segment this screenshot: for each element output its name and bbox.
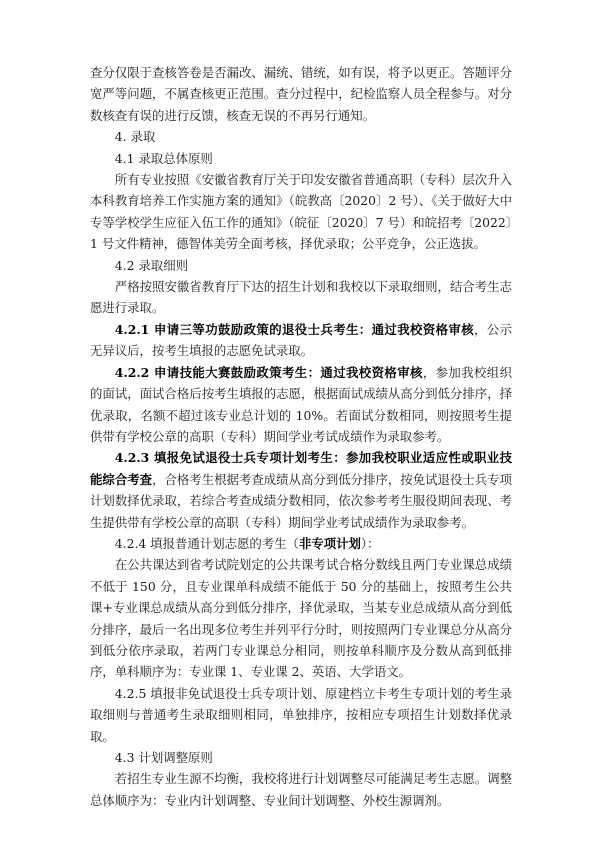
paragraph-p3 bbox=[90, 148, 512, 169]
bold-text: 4.2.2 申请技能大赛鼓励政策考生：通过我校资格审核 bbox=[114, 364, 423, 380]
text-run: 4.2 录取细则 bbox=[114, 257, 189, 273]
text-run: 严格按照安徽省教育厅下达的招生计划和我校以下录取细则，结合考生志愿进行录取。 bbox=[90, 279, 512, 316]
paragraph-p14 bbox=[90, 768, 512, 811]
paragraph-p6 bbox=[90, 276, 512, 319]
bold-text: 4.2.3 填报免试退役士兵专项计划考生：参加我校职业适应性或职业技能综合考查 bbox=[90, 450, 512, 487]
text-run: 4.2.4 填报普通计划志愿的考生（ bbox=[114, 535, 299, 551]
paragraph-p11 bbox=[90, 554, 512, 682]
paragraph-p9 bbox=[90, 447, 512, 533]
bold-text: 4.2.1 申请三等功鼓励政策的退役士兵考生：通过我校资格审核 bbox=[114, 321, 475, 337]
paragraph-p5 bbox=[90, 255, 512, 276]
paragraph-p8 bbox=[90, 362, 512, 448]
text-run: ，合格考生根据考查成绩从高分到低分排序，按免试退役士兵专项计划数择优录取，若综合考查成绩分数相同，依次参考考生服役期间表现、考生提供带有学校公章的高职（专科）期间学业考试成绩作为录取参考。 bbox=[90, 471, 513, 530]
text-run: 4.2.5 填报非免试退役士兵专项计划、原建档立卡考生专项计划的考生录取细则与普通考生录取细则相同，单独排序，按相应专项招生计划数择优录取。 bbox=[90, 685, 512, 744]
paragraph-p13 bbox=[90, 747, 512, 768]
text-run: ，参加我校组织的面试，面试合格后按考生填报的志愿，根据面试成绩从高分到低分排序，择优录取，名额不超过该专业总计划的 10%。若面试分数相同，则按照考生提供带有学校公章的高职（专科）期间学业考试成绩作为录取参考。 bbox=[90, 364, 513, 444]
text-run: 4.1 录取总体原则 bbox=[114, 150, 213, 166]
paragraph-p12 bbox=[90, 683, 512, 747]
text-run: 4.3 计划调整原则 bbox=[114, 750, 213, 765]
text-run: 查分仅限于查核答卷是否漏改、漏统、错统，如有误，将予以更正。答题评分宽严等问题，不属查核更正范围。查分过程中，纪检监察人员全程参与。对分数核查有误的进行反馈，核查无误的不再另行通知。 bbox=[90, 65, 512, 123]
bold-text: 非专项计划 bbox=[298, 535, 361, 551]
text-run: ，公示无异议后，按考生填报的志愿免试录取。 bbox=[90, 321, 513, 359]
text-run: 所有专业按照《安徽省教育厅关于印发安徽省普通高职（专科）层次升入本科教育培养工作实施方案的通知》（皖教高〔2020〕2 号）、《关于做好大中专等学校学生应征入伍工作的通知》（皖征〔2020〕7 号）和皖招考〔2022〕1 号文件精神，德智体美劳全面考核，择优录取；公平竞争，公正选拔。 bbox=[90, 172, 512, 252]
text-run: 在公共课达到省考试院划定的公共课考试合格分数线且两门专业课总成绩不低于 150 分，且专业课单科成绩不能低于 50 分的基础上，按照考生公共课+专业课总成绩从高分到低分排序，择优录取，当某专业总成绩从高分到低分排序，最后一名出现多位考生并列平行分时，则按照两门专业课总分从高分到低分依序录取，若两门专业课总分相同，则按单科顺序及分数从高到低排序，单科顺序为：专业课 1、专业课 2、英语、大学语文。 bbox=[90, 557, 512, 680]
paragraph-p2 bbox=[90, 126, 512, 147]
paragraph-p4 bbox=[90, 169, 512, 255]
text-run: ）： bbox=[360, 535, 380, 551]
text-run: 4. 录取 bbox=[114, 129, 156, 145]
paragraph-p1 bbox=[90, 62, 512, 126]
text-run: 若招生专业生源不均衡，我校将进行计划调整尽可能满足考生志愿。调整总体顺序为：专业内计划调整、专业间计划调整、外校生源调剂。 bbox=[90, 771, 512, 808]
document-body bbox=[90, 62, 512, 811]
paragraph-p7 bbox=[90, 319, 512, 362]
paragraph-p10 bbox=[90, 533, 512, 554]
